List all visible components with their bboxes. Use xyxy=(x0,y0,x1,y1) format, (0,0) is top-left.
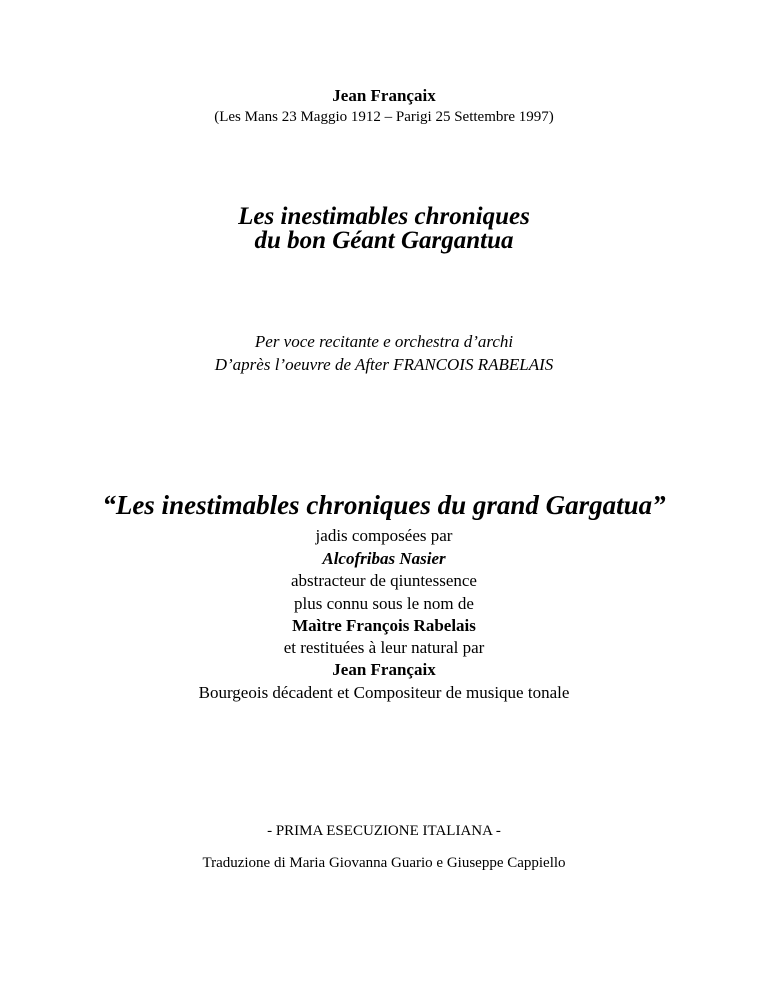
description-line-6: et restituées à leur natural par xyxy=(283,638,485,657)
premiere-notice: - PRIMA ESECUZIONE ITALIANA - xyxy=(267,823,501,839)
subtitle-line-1: Per voce recitante e orchestra d’archi xyxy=(254,332,514,351)
description-line-3: abstracteur de qiuntessence xyxy=(291,571,477,590)
work-title-line-2: du bon Géant Gargantua xyxy=(254,227,514,254)
subtitle-line-2: D’après l’oeuvre de After FRANCOIS RABELAIS xyxy=(214,355,554,374)
composer-name: Jean Françaix xyxy=(332,86,436,105)
author-name: Maìtre François Rabelais xyxy=(292,616,476,635)
composer-dates: (Les Mans 23 Maggio 1912 – Parigi 25 Settembre 1997) xyxy=(214,109,554,125)
arranger-name: Jean Françaix xyxy=(332,660,436,679)
translation-credit: Traduzione di Maria Giovanna Guario e Giuseppe Cappiello xyxy=(202,855,566,871)
description-line-1: jadis composées par xyxy=(315,526,453,545)
quoted-title: “Les inestimables chroniques du grand Gargatua” xyxy=(102,490,666,520)
author-pseudonym: Alcofribas Nasier xyxy=(322,549,446,568)
work-title-line-1: Les inestimables chroniques xyxy=(238,203,530,230)
description-line-4: plus connu sous le nom de xyxy=(294,594,474,613)
description-line-8: Bourgeois décadent et Compositeur de musique tonale xyxy=(198,683,570,702)
